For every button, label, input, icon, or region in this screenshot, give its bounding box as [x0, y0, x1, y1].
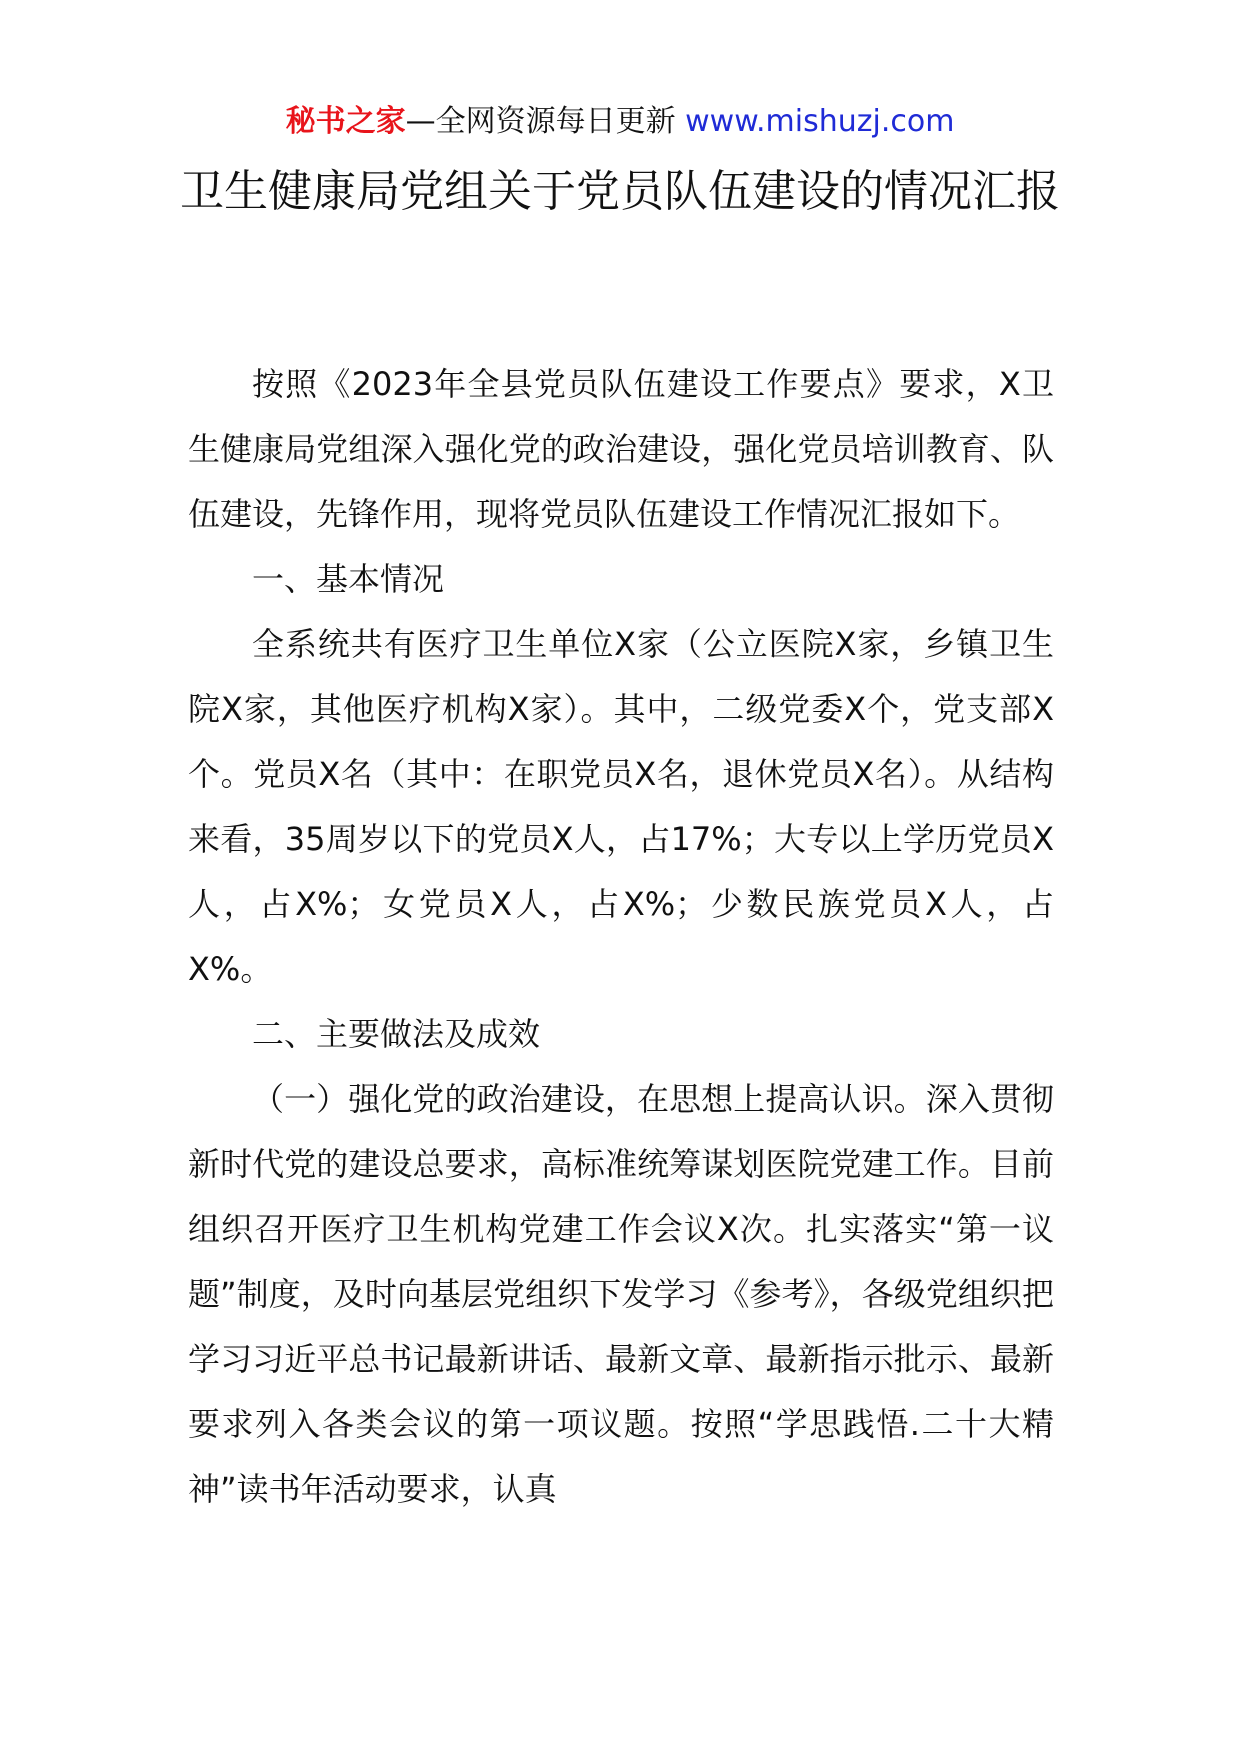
document-body — [188, 352, 1054, 1522]
header-slogan: —全网资源每日更新 — [405, 104, 686, 139]
basic-situation-paragraph: 全系统共有医疗卫生单位X家（公立医院X家，乡镇卫生院X家，其他医疗机构X家）。其中，二级党委X个，党支部X个。党员X名（其中：在职党员X名，退休党员X名）。从结构来看，35周岁以下的党员X人，占17%；大专以上学历党员X人，占X%；女党员X人，占X%；少数民族党员X人，占X%。 — [188, 625, 1054, 988]
section-heading-basic: 一、基本情况 — [252, 560, 445, 598]
site-header — [0, 100, 1240, 144]
intro-paragraph: 按照《2023年全县党员队伍建设工作要点》要求，X卫生健康局党组深入强化党的政治建设，强化党员培训教育、队伍建设，先锋作用，现将党员队伍建设工作情况汇报如下。 — [188, 365, 1054, 533]
document-title: 卫生健康局党组关于党员队伍建设的情况汇报 — [180, 166, 1060, 217]
brand-name: 秘书之家 — [285, 104, 406, 139]
measures-paragraph-1: （一）强化党的政治建设，在思想上提高认识。深入贯彻新时代党的建设总要求，高标准统筹谋划医院党建工作。目前组织召开医疗卫生机构党建工作会议X次。扎实落实“第一议题”制度，及时向基层党组织下发学习《参考》，各级党组织把学习习近平总书记最新讲话、最新文章、最新指示批示、最新要求列入各类会议的第一项议题。按照“学思践悟.二十大精神”读书年活动要求，认真 — [188, 1080, 1054, 1508]
section-heading-measures: 二、主要做法及成效 — [252, 1015, 541, 1053]
site-url: www.mishuzj.com — [685, 104, 955, 139]
